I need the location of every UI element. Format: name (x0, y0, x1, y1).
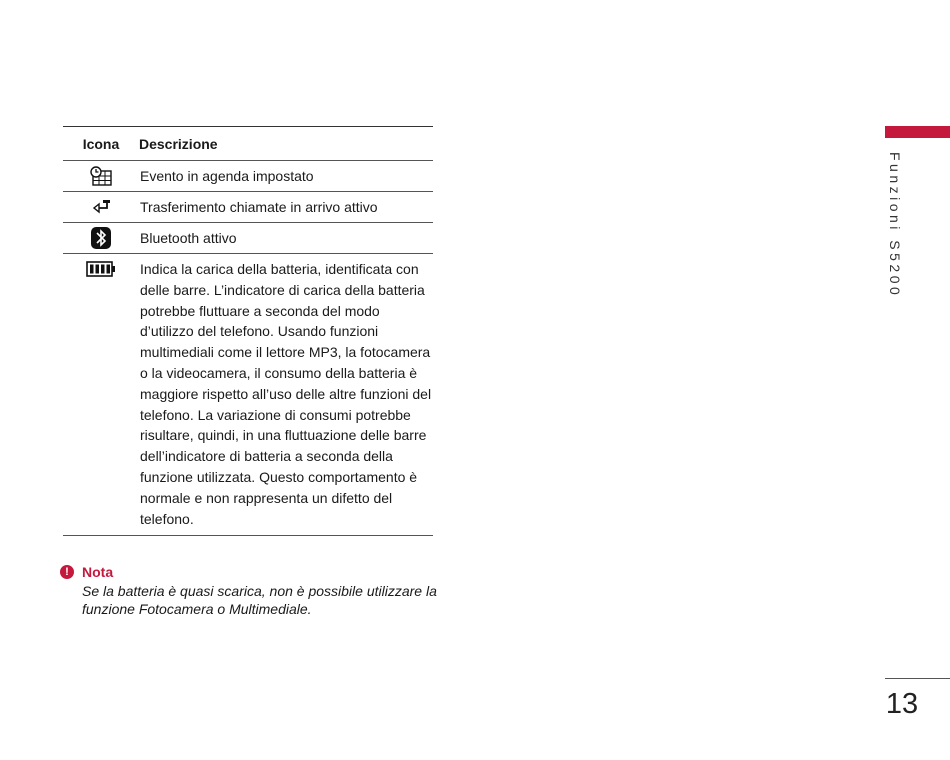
section-color-bar (885, 126, 950, 138)
page-number-divider (885, 678, 950, 679)
table-row (63, 223, 433, 254)
row-description: Evento in agenda impostato (139, 161, 433, 192)
table-row (63, 192, 433, 223)
warning-icon: ! (60, 565, 74, 579)
note (60, 563, 440, 618)
page-number: 13 (885, 688, 919, 720)
call-forward-icon (90, 198, 112, 216)
table-header-row (63, 127, 433, 161)
header-description: Descrizione (139, 127, 433, 161)
row-description: Indica la carica della batteria, identificata con delle barre. L’indicatore di carica della batteria potrebbe fluttuare a seconda del modo d’utilizzo del telefono. Usando funzioni multimediali come il lettore MP3, la fotocamera o la videocamera, il consumo della batteria è maggiore rispetto all’uso delle altre funzioni del telefono. La variazione di consumi potrebbe risultare, quindi, in una fluttuazione delle barre dell’indicatore di batteria a seconda della funzione utilizzata. Questo comportamento è normale e non rappresenta un difetto del telefono. (139, 254, 433, 536)
row-description: Bluetooth attivo (139, 223, 433, 254)
table-row (63, 254, 433, 536)
icon-table (63, 126, 433, 536)
note-header (60, 563, 440, 581)
header-icon: Icona (63, 127, 139, 161)
bluetooth-icon (90, 226, 112, 250)
calendar-event-icon (90, 166, 112, 186)
row-description: Trasferimento chiamate in arrivo attivo (139, 192, 433, 223)
section-title: Funzioni S5200 (887, 152, 903, 299)
table-row (63, 161, 433, 192)
note-text: Se la batteria è quasi scarica, non è possibile utilizzare la funzione Fotocamera o Multimediale. (82, 583, 437, 617)
battery-icon (86, 261, 116, 277)
note-title: Nota (82, 564, 114, 580)
